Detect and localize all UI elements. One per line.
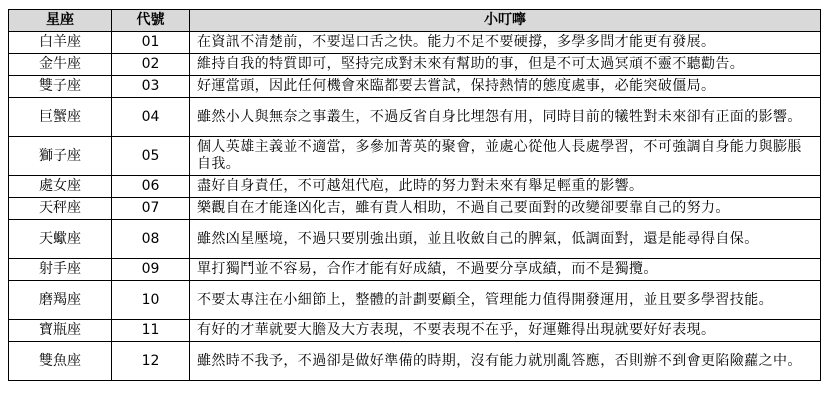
tip-cell: 雖然時不我予，不過卻是做好準備的時期，沒有能力就別亂答應，否則辦不到會更陷險蘿之中。: [190, 342, 821, 381]
header-tip: 小叮嚀: [190, 10, 821, 32]
horoscope-table: [8, 9, 821, 381]
code-cell: 04: [112, 98, 190, 137]
code-cell: 01: [112, 32, 190, 54]
sign-cell: 寶瓶座: [9, 320, 112, 342]
tip-cell: 有好的才華就要大膽及大方表現，不要表現不在乎，好運難得出現就要好好表現。: [190, 320, 821, 342]
sign-cell: 白羊座: [9, 32, 112, 54]
table-row: [9, 137, 821, 176]
table-row: [9, 54, 821, 76]
code-cell: 09: [112, 259, 190, 281]
code-cell: 06: [112, 176, 190, 198]
header-sign: 星座: [9, 10, 112, 32]
sign-cell: 巨蟹座: [9, 98, 112, 137]
table-row: [9, 76, 821, 98]
tip-cell: 維持自我的特質即可，堅持完成對未來有幫助的事，但是不可太過冥頑不靈不聽勸告。: [190, 54, 821, 76]
table-row: [9, 259, 821, 281]
table-row: [9, 320, 821, 342]
header-code: 代號: [112, 10, 190, 32]
table-row: [9, 198, 821, 220]
code-cell: 12: [112, 342, 190, 381]
tip-cell: 樂觀自在才能逢凶化吉，雖有貴人相助，不過自己要面對的改變卻要靠自己的努力。: [190, 198, 821, 220]
tip-cell: 盡好自身責任，不可越俎代庖，此時的努力對未來有舉足輕重的影響。: [190, 176, 821, 198]
sign-cell: 獅子座: [9, 137, 112, 176]
tip-cell: 不要太專注在小細節上，整體的計劃要顧全，管理能力值得開發運用，並且要多學習技能。: [190, 281, 821, 320]
code-cell: 11: [112, 320, 190, 342]
sign-cell: 磨羯座: [9, 281, 112, 320]
sign-cell: 雙子座: [9, 76, 112, 98]
tip-cell: 雖然凶星壓境，不過只要別強出頭，並且收斂自己的脾氣，低調面對，還是能尋得自保。: [190, 220, 821, 259]
table-row: [9, 32, 821, 54]
table-row: [9, 176, 821, 198]
table-row: [9, 281, 821, 320]
header-row: [9, 10, 821, 32]
tip-cell: 個人英雄主義並不適當，多參加菁英的聚會，並處心從他人長處學習，不可強調自身能力與膨脹自我。: [190, 137, 821, 176]
code-cell: 05: [112, 137, 190, 176]
code-cell: 02: [112, 54, 190, 76]
table-row: [9, 98, 821, 137]
code-cell: 03: [112, 76, 190, 98]
sign-cell: 天秤座: [9, 198, 112, 220]
table-row: [9, 342, 821, 381]
table-row: [9, 220, 821, 259]
tip-cell: 單打獨鬥並不容易，合作才能有好成績，不過要分享成績，而不是獨攬。: [190, 259, 821, 281]
code-cell: 10: [112, 281, 190, 320]
tip-cell: 在資訊不清楚前，不要逞口舌之快。能力不足不要硬撐，多學多問才能更有發展。: [190, 32, 821, 54]
sign-cell: 天蠍座: [9, 220, 112, 259]
sign-cell: 雙魚座: [9, 342, 112, 381]
tip-cell: 好運當頭，因此任何機會來臨都要去嘗試，保持熱情的態度處事，必能突破僵局。: [190, 76, 821, 98]
sign-cell: 射手座: [9, 259, 112, 281]
tip-cell: 雖然小人與無奈之事叢生，不過反省自身比埋怨有用，同時目前的犧牲對未來卻有正面的影響。: [190, 98, 821, 137]
code-cell: 08: [112, 220, 190, 259]
code-cell: 07: [112, 198, 190, 220]
sign-cell: 處女座: [9, 176, 112, 198]
sign-cell: 金牛座: [9, 54, 112, 76]
